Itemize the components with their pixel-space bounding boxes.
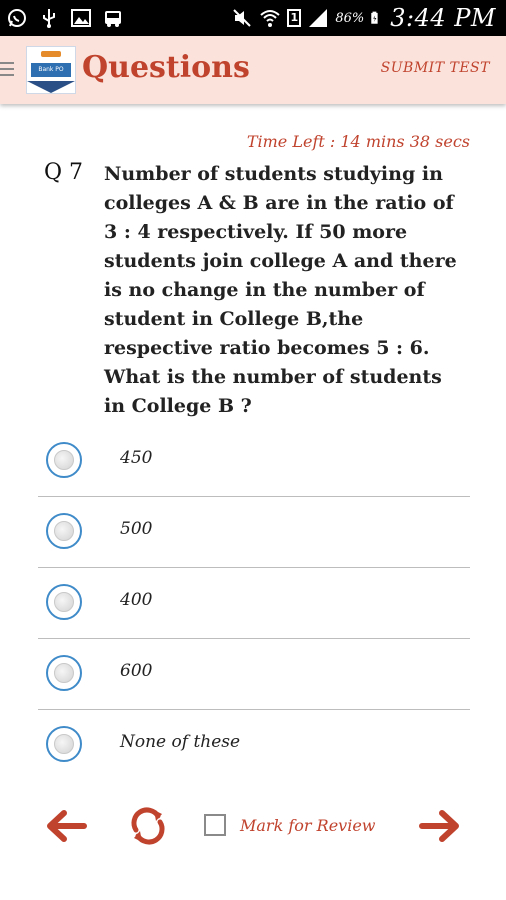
option-label: 400 bbox=[120, 590, 153, 610]
whatsapp-icon bbox=[6, 7, 28, 29]
bus-icon bbox=[102, 7, 124, 29]
time-left: Time Left : 14 mins 38 secs bbox=[246, 132, 470, 151]
radio-button[interactable] bbox=[46, 442, 82, 478]
app-bar bbox=[0, 36, 506, 104]
battery-percent: 86% bbox=[335, 10, 365, 26]
page-title: Questions bbox=[82, 50, 250, 85]
answer-options bbox=[38, 426, 470, 781]
radio-button[interactable] bbox=[46, 655, 82, 691]
signal-icon bbox=[307, 7, 329, 29]
question-number: Q 7 bbox=[44, 160, 84, 185]
mark-for-review-label[interactable]: Mark for Review bbox=[240, 816, 376, 835]
option-label: 500 bbox=[120, 519, 153, 539]
status-bar bbox=[0, 0, 506, 36]
arrow-right-icon[interactable] bbox=[418, 808, 462, 844]
option-item[interactable] bbox=[38, 426, 470, 497]
clock: 3:44 PM bbox=[390, 4, 496, 32]
logo-text: Bank PO bbox=[31, 63, 71, 77]
option-item[interactable] bbox=[38, 710, 470, 781]
system-icons bbox=[231, 2, 496, 34]
menu-icon[interactable] bbox=[0, 62, 14, 78]
option-label: 450 bbox=[120, 448, 153, 468]
image-icon bbox=[70, 7, 92, 29]
refresh-icon[interactable] bbox=[126, 804, 170, 848]
submit-test-button[interactable]: SUBMIT TEST bbox=[380, 60, 490, 76]
usb-icon bbox=[38, 7, 60, 29]
app-logo bbox=[26, 46, 76, 94]
option-label: 600 bbox=[120, 661, 153, 681]
arrow-left-icon[interactable] bbox=[44, 808, 88, 844]
radio-button[interactable] bbox=[46, 726, 82, 762]
option-label: None of these bbox=[120, 732, 241, 752]
radio-button[interactable] bbox=[46, 513, 82, 549]
option-item[interactable] bbox=[38, 568, 470, 639]
wifi-icon bbox=[259, 7, 281, 29]
option-item[interactable] bbox=[38, 497, 470, 568]
question-text: Number of students studying in colleges A & B are in the ratio of 3 : 4 respectively. If 50 more students join college A and there is no change in the number of student in College B,the respective ratio becomes 5 : 6. What is the number of students in College B ? bbox=[104, 163, 457, 417]
mute-icon bbox=[231, 7, 253, 29]
logo-ribbon bbox=[41, 51, 61, 57]
sim-icon: 1 bbox=[287, 9, 301, 27]
battery-icon bbox=[370, 7, 384, 29]
option-item[interactable] bbox=[38, 639, 470, 710]
bottom-navigation bbox=[0, 796, 506, 860]
radio-button[interactable] bbox=[46, 584, 82, 620]
notification-icons bbox=[6, 4, 124, 32]
mark-for-review-checkbox[interactable] bbox=[204, 814, 226, 836]
